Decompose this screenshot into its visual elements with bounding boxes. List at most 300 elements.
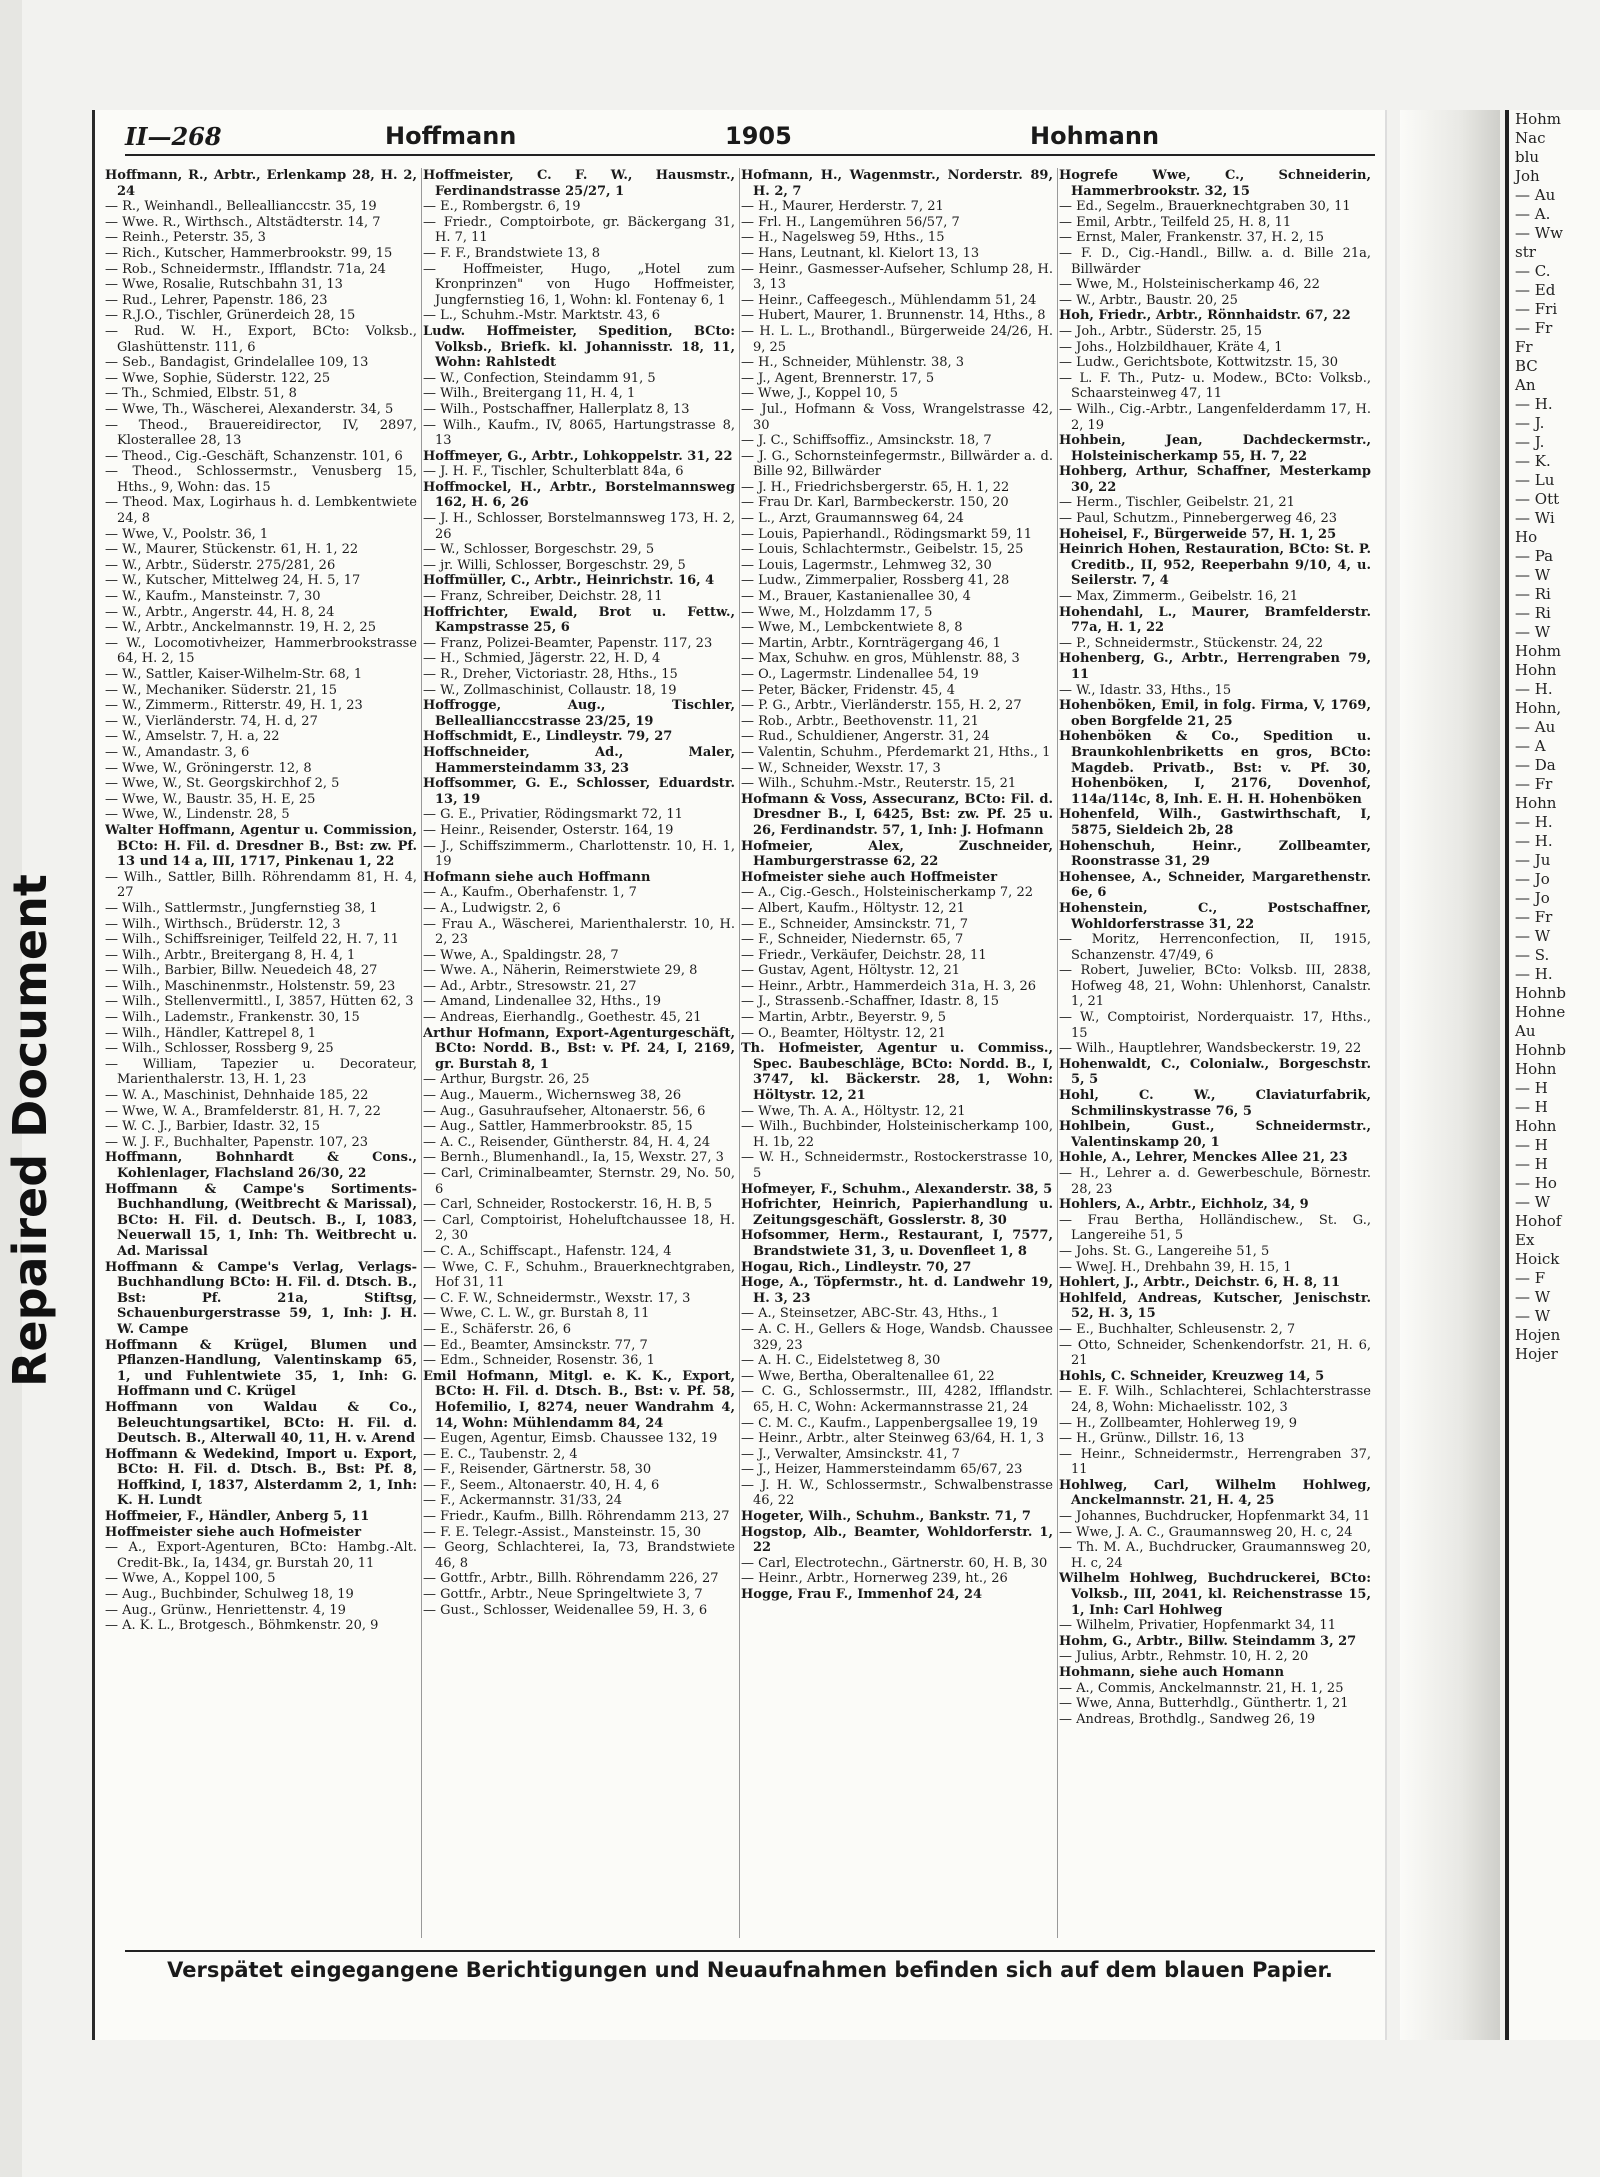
directory-entry: — Wilh., Barbier, Billw. Neuedeich 48, 27 bbox=[105, 963, 378, 979]
directory-entry: — Seb., Bandagist, Grindelallee 109, 13 bbox=[105, 355, 369, 371]
directory-entry: — Heinr., Gasmesser-Aufseher, Schlump 28, H. 3, 13 bbox=[741, 261, 1053, 293]
next-page-fragment: — H. bbox=[1515, 832, 1553, 850]
directory-entry: — Carl, Schneider, Rostockerstr. 16, H. B, 5 bbox=[423, 1197, 713, 1213]
directory-entry: Hoffmeyer, G., Arbtr., Lohkoppelstr. 31, 22 bbox=[423, 448, 733, 464]
next-page-fragment: — Pa bbox=[1515, 547, 1554, 565]
next-page-fragment: — A. bbox=[1515, 205, 1551, 223]
directory-entry: Hoffmockel, H., Arbtr., Borstelmannsweg 162, H. 6, 26 bbox=[423, 479, 735, 511]
directory-entry: — W., Kaufm., Mansteinstr. 7, 30 bbox=[105, 589, 321, 605]
directory-entry: — Wilh., Händler, Kattrepel 8, 1 bbox=[105, 1025, 316, 1041]
next-page-fragment: — S. bbox=[1515, 946, 1550, 964]
directory-entry: — Gottfr., Arbtr., Billh. Röhrendamm 226, 27 bbox=[423, 1571, 719, 1587]
directory-entry: — P. G., Arbtr., Vierländerstr. 155, H. 2, 27 bbox=[741, 698, 1022, 714]
next-page-fragment: Hohnb bbox=[1515, 1041, 1567, 1059]
next-page-fragment: — Wi bbox=[1515, 509, 1555, 527]
next-page-fragment: Au bbox=[1515, 1022, 1536, 1040]
directory-entry: — Wilh., Postschaffner, Hallerplatz 8, 13 bbox=[423, 401, 690, 417]
directory-entry: Hohenfeld, Wilh., Gastwirthschaft, I, 5875, Sieldeich 2b, 28 bbox=[1059, 807, 1371, 838]
directory-entry: — Wilh., Schiffsreiniger, Teilfeld 22, H. 7, 11 bbox=[105, 932, 399, 948]
directory-entry: — Wwe, C. F., Schuhm., Brauerknechtgraben, Hof 31, 11 bbox=[423, 1259, 735, 1291]
next-page-fragment: Hojen bbox=[1515, 1326, 1561, 1344]
next-page-fragment: — H bbox=[1515, 1098, 1548, 1116]
directory-entry: Hofmann, H., Wagenmstr., Norderstr. 89, H. 2, 7 bbox=[741, 168, 1053, 199]
directory-entry: — J., Heizer, Hammersteindamm 65/67, 23 bbox=[741, 1462, 1023, 1478]
directory-entry: Hoffmann, Bohnhardt & Cons., Kohlenlager, Flachsland 26/30, 22 bbox=[105, 1150, 417, 1181]
directory-entry: — W. H., Schneidermstr., Rostockerstrasse 10, 5 bbox=[741, 1150, 1053, 1181]
page-header bbox=[125, 118, 1375, 156]
directory-entry: — F. D., Cig.-Handl., Billw. a. d. Bille 21a, Billwärder bbox=[1059, 245, 1371, 277]
column-3 bbox=[741, 168, 1058, 1938]
directory-entry: Hoffmüller, C., Arbtr., Heinrichstr. 16, 4 bbox=[423, 573, 715, 589]
directory-entry: — Wilh., Wirthsch., Brüderstr. 12, 3 bbox=[105, 916, 341, 932]
directory-entry: — F. F., Brandstwiete 13, 8 bbox=[423, 245, 600, 261]
directory-entry: — Edm., Schneider, Rosenstr. 36, 1 bbox=[423, 1353, 655, 1369]
directory-entry: — Wwe, Bertha, Oberaltenallee 61, 22 bbox=[741, 1368, 995, 1384]
next-page-fragment: — H. bbox=[1515, 680, 1553, 698]
directory-entry: — A., Ludwigstr. 2, 6 bbox=[423, 900, 561, 916]
directory-entry: — Friedr., Verkäufer, Deichstr. 28, 11 bbox=[741, 947, 987, 963]
header-first-name: Hoffmann bbox=[385, 122, 517, 150]
next-page-fragment: — Fr bbox=[1515, 908, 1553, 926]
directory-entry: — Frau Bertha, Holländischew., St. G., Langereihe 51, 5 bbox=[1059, 1212, 1371, 1244]
directory-entry: — W., Vierländerstr. 74, H. d, 27 bbox=[105, 713, 318, 729]
directory-entry: Hofmeister siehe auch Hoffmeister bbox=[741, 869, 998, 885]
directory-entry: — M., Brauer, Kastanienallee 30, 4 bbox=[741, 589, 971, 605]
directory-entry: — Wwe, W., Lindenstr. 28, 5 bbox=[105, 807, 290, 823]
column-2 bbox=[423, 168, 740, 1938]
directory-entry: — Friedr., Comptoirbote, gr. Bäckergang 31, H. 7, 11 bbox=[423, 214, 735, 246]
next-page-fragment: — H. bbox=[1515, 965, 1553, 983]
directory-entry: — Wilh., Sattlermstr., Jungfernstieg 38, 1 bbox=[105, 900, 378, 916]
directory-entry: Hofmann & Voss, Assecuranz, BCto: Fil. d. Dresdner B., I, 6425, Bst: zw. Pf. 25 u. 26, Ferdinandstr. 57, 1, Inh: J. Hofmann bbox=[741, 791, 1053, 838]
directory-entry: — J. H. F., Tischler, Schulterblatt 84a, 6 bbox=[423, 464, 684, 480]
next-page-fragment: — Ww bbox=[1515, 224, 1564, 242]
directory-entry: — Valentin, Schuhm., Pferdemarkt 21, Hths., 1 bbox=[741, 744, 1051, 760]
directory-entry: Hoffmann & Krügel, Blumen und Pflanzen-Handlung, Valentinskamp 65, 1, und Fuhlentwiete 35, 1, Inh: G. Hoffmann und C. Krügel bbox=[105, 1337, 417, 1400]
directory-entry: — W. J. F., Buchhalter, Papenstr. 107, 23 bbox=[105, 1134, 369, 1150]
directory-entry: Hogau, Rich., Lindleystr. 70, 27 bbox=[741, 1259, 972, 1275]
directory-entry: — C. A., Schiffscapt., Hafenstr. 124, 4 bbox=[423, 1243, 672, 1259]
next-page-fragment: — W bbox=[1515, 1307, 1551, 1325]
next-page-fragment: blu bbox=[1515, 148, 1540, 166]
directory-entry: — W., Comptoirist, Norderquaistr. 17, Hths., 15 bbox=[1059, 1010, 1371, 1041]
next-page-fragment: — Ju bbox=[1515, 851, 1551, 869]
directory-entry: — Wilh., Arbtr., Breitergang 8, H. 4, 1 bbox=[105, 947, 356, 963]
directory-entry: — Carl, Electrotechn., Gärtnerstr. 60, H. B, 30 bbox=[741, 1555, 1048, 1571]
next-page-fragment: Hoick bbox=[1515, 1250, 1560, 1268]
directory-entry: — Gust., Schlosser, Weidenallee 59, H. 3, 6 bbox=[423, 1602, 708, 1618]
header-last-name: Hohmann bbox=[1030, 122, 1160, 150]
directory-entry: Hohberg, Arthur, Schaffner, Mesterkamp 30, 22 bbox=[1059, 464, 1371, 495]
directory-entry: Hoffmann & Campe's Verlag, Verlags-Buchhandlung BCto: H. Fil. d. Dtsch. B., Bst: Pf. 21a, Stiftsg, Schauenburgerstrasse 59, 1, Inh: J. H. W. Campe bbox=[105, 1259, 417, 1337]
next-page-fragment: — J. bbox=[1515, 433, 1545, 451]
directory-entry: — J., Schiffszimmerm., Charlottenstr. 10, H. 1, 19 bbox=[423, 838, 735, 870]
directory-entry: — Wilh., Stellenvermittl., I, 3857, Hütten 62, 3 bbox=[105, 994, 414, 1010]
directory-entry: — Moritz, Herrenconfection, II, 1915, Schanzenstr. 47/49, 6 bbox=[1059, 932, 1371, 963]
directory-entry: — L., Arzt, Graumannsweg 64, 24 bbox=[741, 511, 964, 527]
directory-entry: — H., Schneider, Mühlenstr. 38, 3 bbox=[741, 355, 965, 371]
next-page-fragment: An bbox=[1515, 376, 1536, 394]
directory-entry: — Frl. H., Langemühren 56/57, 7 bbox=[741, 214, 960, 230]
directory-entry: — Martin, Arbtr., Kornträgergang 46, 1 bbox=[741, 635, 1001, 651]
directory-entry: — W., Schlosser, Borgeschstr. 29, 5 bbox=[423, 542, 655, 558]
directory-entry: Hofsommer, Herm., Restaurant, I, 7577, Brandstwiete 31, 3, u. Dovenfleet 1, 8 bbox=[741, 1228, 1053, 1259]
directory-entry: — Robert, Juwelier, BCto: Volksb. III, 2838, Hofweg 48, 21, Wohn: Uhlenhorst, Canalstr. 1, 21 bbox=[1059, 963, 1371, 1010]
directory-entry: — Theod., Cig.-Geschäft, Schanzenstr. 101, 6 bbox=[105, 448, 403, 464]
next-page-fragment: — F bbox=[1515, 1269, 1546, 1287]
directory-entry: — E., Rombergstr. 6, 19 bbox=[423, 199, 581, 215]
directory-entry: — Wwe, W., Gröningerstr. 12, 8 bbox=[105, 760, 312, 776]
directory-entry: — Wwe. A., Näherin, Reimerstwiete 29, 8 bbox=[423, 963, 698, 979]
next-page-fragment: — Au bbox=[1515, 718, 1556, 736]
next-page-fragment: Hohn bbox=[1515, 794, 1557, 812]
directory-entry: Hohenböken & Co., Spedition u. Braunkohlenbriketts en gros, BCto: Magdeb. Privatb., Bst: v. Pf. 30, Hohenböken, I, 2176, Dovenhof, 114a/114c, 8, Inh. E. H. H. Hohenböken bbox=[1059, 729, 1371, 807]
directory-entry: — H., Lehrer a. d. Gewerbeschule, Börnestr. 28, 23 bbox=[1059, 1166, 1371, 1197]
directory-entry: — Rob., Arbtr., Beethovenstr. 11, 21 bbox=[741, 713, 979, 729]
directory-entry: — Wwe, M., Holzdamm 17, 5 bbox=[741, 604, 933, 620]
directory-entry: — A., Export-Agenturen, BCto: Hambg.-Alt. Credit-Bk., Ia, 1434, gr. Burstah 20, 11 bbox=[105, 1540, 417, 1571]
next-page-fragment: — Fr bbox=[1515, 319, 1553, 337]
directory-entry: — Hoffmeister, Hugo, „Hotel zum Kronprinzen" von Hugo Hoffmeister, Jungfernstieg 16, 1, Wohn: kl. Fontenay 6, 1 bbox=[423, 261, 735, 308]
directory-entry: — E. F. Wilh., Schlachterei, Schlachterstrasse 24, 8, Wohn: Michaelisstr. 102, 3 bbox=[1059, 1384, 1371, 1415]
next-page-fragment: — Ri bbox=[1515, 604, 1551, 622]
directory-entry: — Wwe, Rosalie, Rutschbahn 31, 13 bbox=[105, 277, 343, 293]
next-page-fragment: Hohnb bbox=[1515, 984, 1567, 1002]
directory-entry: — Aug., Buchbinder, Schulweg 18, 19 bbox=[105, 1587, 354, 1603]
directory-entry: — Wwe, J. A. C., Graumannsweg 20, H. c, 24 bbox=[1059, 1524, 1353, 1540]
next-page-fragment: Hohn bbox=[1515, 661, 1557, 679]
directory-entry: — W. A., Maschinist, Dehnhaide 185, 22 bbox=[105, 1088, 369, 1104]
directory-entry: — H., Zollbeamter, Hohlerweg 19, 9 bbox=[1059, 1415, 1298, 1431]
directory-entry: — A., Cig.-Gesch., Holsteinischerkamp 7, 22 bbox=[741, 885, 1033, 901]
directory-entry: — Louis, Schlachtermstr., Geibelstr. 15, 25 bbox=[741, 542, 1024, 558]
next-page-fragment: Hohne bbox=[1515, 1003, 1566, 1021]
directory-entry: Hohendahl, L., Maurer, Bramfelderstr. 77a, H. 1, 22 bbox=[1059, 604, 1371, 636]
column-1 bbox=[105, 168, 422, 1938]
directory-entry: — G. E., Privatier, Rödingsmarkt 72, 11 bbox=[423, 807, 683, 823]
directory-entry: — E., Buchhalter, Schleusenstr. 2, 7 bbox=[1059, 1321, 1296, 1337]
directory-entry: — E., Schneider, Amsinckstr. 71, 7 bbox=[741, 916, 968, 932]
directory-entry: — W., Zimmerm., Ritterstr. 49, H. 1, 23 bbox=[105, 698, 363, 714]
next-page-fragment: — Ott bbox=[1515, 490, 1560, 508]
directory-page bbox=[92, 110, 1385, 2040]
directory-entry: — Ernst, Maler, Frankenstr. 37, H. 2, 15 bbox=[1059, 230, 1325, 246]
directory-entry: — Gustav, Agent, Höltystr. 12, 21 bbox=[741, 963, 961, 979]
directory-entry: — A. H. C., Eidelstetweg 8, 30 bbox=[741, 1353, 941, 1369]
directory-entry: — Wwe, M., Lembckentwiete 8, 8 bbox=[741, 620, 963, 636]
directory-entry: Hofrichter, Heinrich, Papierhandlung u. Zeitungsgeschäft, Gosslerstr. 8, 30 bbox=[741, 1197, 1053, 1228]
directory-entry: — Franz, Schreiber, Deichstr. 28, 11 bbox=[423, 589, 663, 605]
next-page-fragment: — K. bbox=[1515, 452, 1551, 470]
directory-entry: Hoffmeier, F., Händler, Anberg 5, 11 bbox=[105, 1509, 370, 1525]
directory-entry: — E., Schäferstr. 26, 6 bbox=[423, 1321, 572, 1337]
directory-entry: — Paul, Schutzm., Pinnebergerweg 46, 23 bbox=[1059, 511, 1337, 527]
directory-entry: Hogge, Frau F., Immenhof 24, 24 bbox=[741, 1587, 982, 1603]
directory-entry: — Heinr., Arbtr., Hornerweg 239, ht., 26 bbox=[741, 1571, 1008, 1587]
directory-entry: — Louis, Lagermstr., Lehmweg 32, 30 bbox=[741, 557, 992, 573]
directory-entry: Hohbein, Jean, Dachdeckermstr., Holsteinischerkamp 55, H. 7, 22 bbox=[1059, 433, 1371, 464]
directory-entry: — A. K. L., Brotgesch., Böhmkenstr. 20, 9 bbox=[105, 1618, 379, 1634]
next-page-fragment: — Fr bbox=[1515, 775, 1553, 793]
directory-entry: — F., Schneider, Niedernstr. 65, 7 bbox=[741, 932, 964, 948]
directory-entry: Hohlfeld, Andreas, Kutscher, Jenischstr. 52, H. 3, 15 bbox=[1059, 1290, 1371, 1322]
directory-entry: Hoh, Friedr., Arbtr., Rönnhaidstr. 67, 22 bbox=[1059, 308, 1351, 324]
directory-entry: Hoge, A., Töpfermstr., ht. d. Landwehr 19, H. 3, 23 bbox=[741, 1275, 1053, 1306]
directory-entry: — Carl, Criminalbeamter, Sternstr. 29, No. 50, 6 bbox=[423, 1166, 735, 1197]
directory-entry: Hohenschuh, Heinr., Zollbeamter, Roonstrasse 31, 29 bbox=[1059, 838, 1371, 870]
next-page-fragment: BC bbox=[1515, 357, 1538, 375]
directory-entry: — Wwe, Th. A. A., Höltystr. 12, 21 bbox=[741, 1103, 966, 1119]
directory-entry: Hohle, A., Lehrer, Menckes Allee 21, 23 bbox=[1059, 1150, 1348, 1166]
directory-entry: — Martin, Arbtr., Beyerstr. 9, 5 bbox=[741, 1010, 947, 1026]
directory-entry: Hoffmeister siehe auch Hofmeister bbox=[105, 1524, 362, 1540]
next-page-fragment: — H. bbox=[1515, 395, 1553, 413]
directory-entry: — Wilhelm, Privatier, Hopfenmarkt 34, 11 bbox=[1059, 1618, 1336, 1634]
directory-entry: — Jul., Hofmann & Voss, Wrangelstrasse 42, 30 bbox=[741, 401, 1053, 433]
next-page-fragment: Ho bbox=[1515, 528, 1538, 546]
directory-entry: — Wilh., Maschinenmstr., Holstenstr. 59, 23 bbox=[105, 978, 396, 994]
next-page-fragment: — W bbox=[1515, 927, 1551, 945]
directory-entry: — W., Idastr. 33, Hths., 15 bbox=[1059, 682, 1232, 698]
directory-entry: — J. H., Friedrichsbergerstr. 65, H. 1, 22 bbox=[741, 479, 1010, 495]
directory-entry: — Wwe, W. A., Bramfelderstr. 81, H. 7, 22 bbox=[105, 1103, 381, 1119]
directory-entry: — R.J.O., Tischler, Grünerdeich 28, 15 bbox=[105, 308, 356, 324]
directory-entry: Hohenböken, Emil, in folg. Firma, V, 1769, oben Borgfelde 21, 25 bbox=[1059, 698, 1371, 729]
directory-entry: — F., Reisender, Gärtnerstr. 58, 30 bbox=[423, 1462, 652, 1478]
directory-entry: — Friedr., Kaufm., Billh. Röhrendamm 213, 27 bbox=[423, 1509, 730, 1525]
directory-entry: Emil Hofmann, Mitgl. e. K. K., Export, BCto: H. Fil. d. Dtsch. B., Bst: v. Pf. 58, Hofemilio, I, 8274, neuer Wandrahm 4, 14, Wohn: Mühlendamm 84, 24 bbox=[423, 1368, 735, 1431]
directory-entry: — Aug., Sattler, Hammerbrookstr. 85, 15 bbox=[423, 1119, 693, 1135]
directory-entry: — Wilh., Kaufm., IV, 8065, Hartungstrasse 8, 13 bbox=[423, 417, 735, 449]
repaired-document-stamp: Repaired Document bbox=[3, 874, 57, 1387]
directory-entry: Wilhelm Hohlweg, Buchdruckerei, BCto: Volksb., III, 2041, kl. Reichenstrasse 15, 1, Inh: Carl Hohlweg bbox=[1059, 1571, 1371, 1618]
directory-entry: — Albert, Kaufm., Höltystr. 12, 21 bbox=[741, 900, 965, 916]
next-page-fragment: Hojer bbox=[1515, 1345, 1558, 1363]
directory-entry: — Johs., Holzbildhauer, Kräte 4, 1 bbox=[1059, 339, 1283, 355]
directory-entry: — W., Schneider, Wexstr. 17, 3 bbox=[741, 760, 941, 776]
next-page-fragment: — H. bbox=[1515, 813, 1553, 831]
directory-entry: — Franz, Polizei-Beamter, Papenstr. 117, 23 bbox=[423, 635, 713, 651]
directory-entry: — F., Seem., Altonaerstr. 40, H. 4, 6 bbox=[423, 1477, 660, 1493]
directory-entry: Th. Hofmeister, Agentur u. Commiss., Spec. Baubeschläge, BCto: Nordd. B., I, 3747, kl. Bäckerstr. 28, 1, Wohn: Höltystr. 12, 21 bbox=[741, 1041, 1053, 1104]
directory-entry: Hoffrogge, Aug., Tischler, Belleallianccstrasse 23/25, 19 bbox=[423, 698, 735, 729]
next-page-fragment: — W bbox=[1515, 1193, 1551, 1211]
directory-entry: — J., Verwalter, Amsinckstr. 41, 7 bbox=[741, 1446, 960, 1462]
directory-entry: — O., Lagermstr. Lindenallee 54, 19 bbox=[741, 667, 979, 682]
directory-entry: — Wwe, Sophie, Süderstr. 122, 25 bbox=[105, 370, 331, 386]
directory-entry: — R., Dreher, Victoriastr. 28, Hths., 15 bbox=[423, 667, 678, 682]
directory-entry: — Wilh., Breitergang 11, H. 4, 1 bbox=[423, 386, 636, 402]
directory-entry: — Ad., Arbtr., Stresowstr. 21, 27 bbox=[423, 978, 637, 994]
directory-entry: — Wwe, M., Holsteinischerkamp 46, 22 bbox=[1059, 277, 1320, 293]
directory-entry: — H., Grünw., Dillstr. 16, 13 bbox=[1059, 1431, 1245, 1447]
directory-entry: — Max, Schuhw. en gros, Mühlenstr. 88, 3 bbox=[741, 651, 1020, 667]
directory-entry: — Reinh., Peterstr. 35, 3 bbox=[105, 230, 266, 246]
directory-entry: — Johannes, Buchdrucker, Hopfenmarkt 34, 11 bbox=[1059, 1509, 1371, 1525]
directory-entry: — A. C. H., Gellers & Hoge, Wandsb. Chaussee 329, 23 bbox=[741, 1321, 1053, 1353]
directory-entry: Hogeter, Wilh., Schuhm., Bankstr. 71, 7 bbox=[741, 1509, 1031, 1525]
directory-entry: — Heinr., Reisender, Osterstr. 164, 19 bbox=[423, 822, 674, 838]
header-year: 1905 bbox=[725, 122, 792, 150]
directory-entry: — Wilh., Buchbinder, Holsteinischerkamp 100, H. 1b, 22 bbox=[741, 1119, 1053, 1150]
directory-entry: — Aug., Grünw., Henriettenstr. 4, 19 bbox=[105, 1602, 346, 1618]
directory-entry: — Ed., Beamter, Amsinckstr. 77, 7 bbox=[423, 1337, 648, 1353]
next-page-fragment: Joh bbox=[1515, 167, 1540, 185]
directory-entry: — Rob., Schneidermstr., Ifflandstr. 71a, 24 bbox=[105, 261, 386, 277]
directory-entry: — Frau A., Wäscherei, Marienthalerstr. 10, H. 2, 23 bbox=[423, 916, 735, 948]
directory-entry: — W., Kutscher, Mittelweg 24, H. 5, 17 bbox=[105, 573, 361, 589]
binding-strip bbox=[0, 0, 57, 2177]
next-page-fragment: — A bbox=[1515, 737, 1546, 755]
next-page-fragment: — H bbox=[1515, 1079, 1548, 1097]
directory-entry: — Louis, Papierhandl., Rödingsmarkt 59, 11 bbox=[741, 526, 1033, 542]
next-page-fragment: str bbox=[1515, 243, 1536, 261]
directory-entry: — Wwe, Th., Wäscherei, Alexanderstr. 34, 5 bbox=[105, 401, 394, 417]
directory-entry: — J. H. W., Schlossermstr., Schwalbenstrasse 46, 22 bbox=[741, 1477, 1053, 1509]
directory-entry: — Eugen, Agentur, Eimsb. Chaussee 132, 19 bbox=[423, 1431, 718, 1447]
directory-entry: — Wilh., Hauptlehrer, Wandsbeckerstr. 19, 22 bbox=[1059, 1041, 1362, 1057]
directory-entry: — H., Maurer, Herderstr. 7, 21 bbox=[741, 199, 944, 215]
directory-entry: — W. C. J., Barbier, Idastr. 32, 15 bbox=[105, 1119, 321, 1135]
directory-entry: — W., Arbtr., Süderstr. 275/281, 26 bbox=[105, 557, 336, 573]
directory-entry: Hohm, G., Arbtr., Billw. Steindamm 3, 27 bbox=[1059, 1633, 1357, 1649]
directory-entry: — J. C., Schiffsoffiz., Amsinckstr. 18, 7 bbox=[741, 433, 992, 449]
directory-entry: Hohmann, siehe auch Homann bbox=[1059, 1665, 1285, 1680]
directory-entry: — Andreas, Eierhandlg., Goethestr. 45, 21 bbox=[423, 1010, 702, 1026]
directory-entry: Hofmeier, Alex, Zuschneider, Hamburgerstrasse 62, 22 bbox=[741, 838, 1053, 870]
next-page-fragment: Fr bbox=[1515, 338, 1533, 356]
directory-entry: Hogrefe Wwe, C., Schneiderin, Hammerbrookstr. 32, 15 bbox=[1059, 168, 1371, 199]
next-page-fragment: Ex bbox=[1515, 1231, 1535, 1249]
directory-entry: Hohenberg, G., Arbtr., Herrengraben 79, 11 bbox=[1059, 651, 1371, 682]
directory-entry: Hoffrichter, Ewald, Brot u. Fettw., Kampstrasse 25, 6 bbox=[423, 604, 735, 636]
next-page-fragment: Hohn bbox=[1515, 1060, 1557, 1078]
entry-columns bbox=[105, 168, 1375, 1938]
directory-entry: — Ludw., Gerichtsbote, Kottwitzstr. 15, 30 bbox=[1059, 355, 1339, 371]
directory-entry: Hohenstein, C., Postschaffner, Wohldorferstrasse 31, 22 bbox=[1059, 900, 1371, 932]
directory-entry: — W., Mechaniker. Süderstr. 21, 15 bbox=[105, 682, 337, 698]
directory-entry: Hogstop, Alb., Beamter, Wohldorferstr. 1, 22 bbox=[741, 1524, 1053, 1556]
directory-entry: — Emil, Arbtr., Teilfeld 25, H. 8, 11 bbox=[1059, 214, 1292, 230]
directory-entry: — Johs. St. G., Langereihe 51, 5 bbox=[1059, 1243, 1270, 1259]
next-page-fragment: — Ed bbox=[1515, 281, 1556, 299]
next-page-fragment: Nac bbox=[1515, 129, 1546, 147]
directory-entry: — Wwe, W., St. Georgskirchhof 2, 5 bbox=[105, 776, 340, 792]
directory-entry: Hohlbein, Gust., Schneidermstr., Valentinskamp 20, 1 bbox=[1059, 1119, 1371, 1150]
directory-entry: — Theod., Schlossermstr., Venusberg 15, Hths., 9, Wohn: das. 15 bbox=[105, 464, 417, 495]
directory-entry: — Wilh., Sattler, Billh. Röhrendamm 81, H. 4, 27 bbox=[105, 869, 417, 901]
directory-entry: Hohlers, A., Arbtr., Eichholz, 34, 9 bbox=[1059, 1197, 1309, 1213]
directory-entry: — Hubert, Maurer, 1. Brunnenstr. 14, Hths., 8 bbox=[741, 308, 1046, 324]
directory-entry: Hofmeyer, F., Schuhm., Alexanderstr. 38, 5 bbox=[741, 1181, 1053, 1197]
directory-entry: — W., Confection, Steindamm 91, 5 bbox=[423, 370, 656, 386]
next-page-fragment: — H bbox=[1515, 1155, 1548, 1173]
next-page-fragment: — Da bbox=[1515, 756, 1556, 774]
directory-entry: — Heinr., Schneidermstr., Herrengraben 37, 11 bbox=[1059, 1446, 1371, 1478]
directory-entry: — Rud., Lehrer, Papenstr. 186, 23 bbox=[105, 292, 328, 308]
directory-entry: — Wwe, C. L. W., gr. Burstah 8, 11 bbox=[423, 1306, 650, 1322]
directory-entry: Hohenwaldt, C., Colonialw., Borgeschstr. 5, 5 bbox=[1059, 1056, 1371, 1088]
next-page-fragment: — W bbox=[1515, 566, 1551, 584]
directory-entry: — W., Amselstr. 7, H. a, 22 bbox=[105, 729, 280, 745]
directory-entry: — R., Weinhandl., Belleallianccstr. 35, 19 bbox=[105, 199, 377, 215]
directory-entry: Hohl, C. W., Claviaturfabrik, Schmilinskystrasse 76, 5 bbox=[1059, 1088, 1371, 1119]
directory-entry: Hohensee, A., Schneider, Margarethenstr. 6e, 6 bbox=[1059, 869, 1371, 901]
directory-entry: Hohlert, J., Arbtr., Deichstr. 6, H. 8, 11 bbox=[1059, 1275, 1341, 1291]
directory-entry: Hoffsommer, G. E., Schlosser, Eduardstr. 13, 19 bbox=[423, 776, 735, 807]
directory-entry: Hoffmann von Waldau & Co., Beleuchtungsartikel, BCto: H. Fil. d. Deutsch. B., Alterwall 40, 11, H. v. Arend bbox=[105, 1399, 417, 1447]
directory-entry: — W., Sattler, Kaiser-Wilhelm-Str. 68, 1 bbox=[105, 667, 363, 682]
directory-entry: — L. F. Th., Putz- u. Modew., BCto: Volksb., Schaarsteinweg 47, 11 bbox=[1059, 370, 1371, 402]
directory-entry: — jr. Willi, Schlosser, Borgeschstr. 29, 5 bbox=[423, 557, 686, 573]
directory-entry: — J., Strassenb.-Schaffner, Idastr. 8, 15 bbox=[741, 994, 999, 1010]
directory-entry: — J., Agent, Brennerstr. 17, 5 bbox=[741, 370, 935, 386]
next-page-fragment: — J. bbox=[1515, 414, 1545, 432]
next-page-edge bbox=[1505, 110, 1600, 2040]
directory-entry: — Wwe, A., Koppel 100, 5 bbox=[105, 1571, 276, 1587]
directory-entry: — C. M. C., Kaufm., Lappenbergsallee 19, 19 bbox=[741, 1415, 1038, 1431]
directory-entry: — Rud., Schuldiener, Angerstr. 31, 24 bbox=[741, 729, 990, 745]
directory-entry: — J. H., Schlosser, Borstelmannsweg 173, H. 2, 26 bbox=[423, 511, 735, 542]
directory-entry: — Th. M. A., Buchdrucker, Graumannsweg 20, H. c, 24 bbox=[1059, 1540, 1371, 1571]
next-page-fragment: Hohm bbox=[1515, 110, 1561, 128]
directory-entry: — H., Nagelsweg 59, Hths., 15 bbox=[741, 230, 945, 246]
directory-entry: — Wilh., Lademstr., Frankenstr. 30, 15 bbox=[105, 1010, 360, 1026]
page-gutter bbox=[1400, 110, 1500, 2040]
directory-entry: — Herm., Tischler, Geibelstr. 21, 21 bbox=[1059, 495, 1295, 511]
directory-entry: — Wwe, Anna, Butterhdlg., Günthertr. 1, 21 bbox=[1059, 1696, 1349, 1712]
directory-entry: — C. F. W., Schneidermstr., Wexstr. 17, 3 bbox=[423, 1290, 691, 1306]
directory-entry: — Rich., Kutscher, Hammerbrookstr. 99, 15 bbox=[105, 245, 393, 261]
directory-entry: Hoffschmidt, E., Lindleystr. 79, 27 bbox=[423, 729, 673, 745]
next-page-fragment: — Jo bbox=[1515, 889, 1550, 907]
directory-entry: — W., Arbtr., Angerstr. 44, H. 8, 24 bbox=[105, 604, 335, 620]
directory-entry: — A., Kaufm., Oberhafenstr. 1, 7 bbox=[423, 885, 637, 901]
directory-entry: Hohls, C. Schneider, Kreuzweg 14, 5 bbox=[1059, 1368, 1325, 1384]
directory-entry: — Wwe, A., Spaldingstr. 28, 7 bbox=[423, 947, 619, 963]
directory-entry: — Wwe, V., Poolstr. 36, 1 bbox=[105, 526, 269, 542]
directory-entry: Hoffmann, R., Arbtr., Erlenkamp 28, H. 2, 24 bbox=[105, 168, 417, 199]
directory-entry: — Wilh., Schlosser, Rossberg 9, 25 bbox=[105, 1041, 334, 1057]
directory-entry: — Ludw., Zimmerpalier, Rossberg 41, 28 bbox=[741, 573, 1010, 589]
directory-entry: — P., Schneidermstr., Stückenstr. 24, 22 bbox=[1059, 635, 1324, 651]
next-page-fragment: Hohn, bbox=[1515, 699, 1562, 717]
next-page-fragment: — W bbox=[1515, 1288, 1551, 1306]
directory-entry: Heinrich Hohen, Restauration, BCto: St. P. Creditb., II, 952, Reeperbahn 9/10, 4, u. Seilerstr. 7, 4 bbox=[1059, 542, 1371, 589]
directory-entry: Arthur Hofmann, Export-Agenturgeschäft, BCto: Nordd. B., Bst: v. Pf. 24, I, 2169, gr. Burstah 8, 1 bbox=[423, 1025, 735, 1072]
next-page-fragment: — C. bbox=[1515, 262, 1551, 280]
directory-entry: — Julius, Arbtr., Rehmstr. 10, H. 2, 20 bbox=[1059, 1649, 1309, 1665]
directory-entry: — Rud. W. H., Export, BCto: Volksb., Glashüttenstr. 111, 6 bbox=[105, 323, 417, 355]
directory-entry: — W., Maurer, Stückenstr. 61, H. 1, 22 bbox=[105, 542, 359, 558]
next-page-fragment: — H bbox=[1515, 1136, 1548, 1154]
directory-entry: Hoffschneider, Ad., Maler, Hammersteindamm 33, 23 bbox=[423, 744, 735, 776]
directory-entry: — Heinr., Arbtr., Hammerdeich 31a, H. 3, 26 bbox=[741, 978, 1037, 994]
directory-entry: — W., Amandastr. 3, 6 bbox=[105, 744, 250, 760]
directory-entry: — Peter, Bäcker, Fridenstr. 45, 4 bbox=[741, 682, 955, 698]
directory-entry: — W., Arbtr., Baustr. 20, 25 bbox=[1059, 292, 1238, 308]
directory-entry: — Joh., Arbtr., Süderstr. 25, 15 bbox=[1059, 323, 1263, 339]
directory-entry: Walter Hoffmann, Agentur u. Commission, BCto: H. Fil. d. Dresdner B., Bst: zw. Pf. 13 und 14 a, III, 1717, Pinkenau 1, 22 bbox=[105, 822, 417, 870]
directory-entry: — Wilh., Cig.-Arbtr., Langenfelderdamm 17, H. 2, 19 bbox=[1059, 401, 1371, 433]
next-page-fragment: Hohn bbox=[1515, 1117, 1557, 1135]
directory-entry: — Wwe, J., Koppel 10, 5 bbox=[741, 386, 899, 402]
directory-entry: — W., Arbtr., Anckelmannstr. 19, H. 2, 25 bbox=[105, 620, 376, 636]
next-page-fragment: Hohof bbox=[1515, 1212, 1562, 1230]
directory-entry: — A. C., Reisender, Güntherstr. 84, H. 4, 24 bbox=[423, 1134, 711, 1150]
page-number: II—268 bbox=[125, 122, 222, 151]
directory-entry: Hoffmeister, C. F. W., Hausmstr., Ferdinandstrasse 25/27, 1 bbox=[423, 168, 735, 199]
